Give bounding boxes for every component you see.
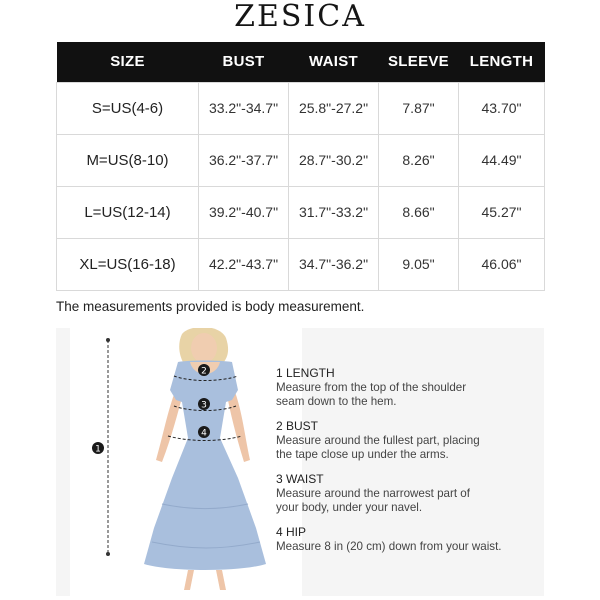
instruction-waist — [276, 472, 526, 515]
header-size: SIZE — [57, 42, 199, 82]
cell-bust: 42.2"-43.7" — [199, 238, 289, 290]
cell-size: XL=US(16-18) — [57, 238, 199, 290]
table-row — [57, 134, 545, 186]
cell-length: 46.06" — [459, 238, 545, 290]
instruction-text: Measure around the narrowest part of — [276, 487, 470, 500]
cell-waist: 28.7"-30.2" — [289, 134, 379, 186]
svg-text:3: 3 — [201, 400, 207, 411]
table-row — [57, 238, 545, 290]
model-photo — [70, 328, 302, 596]
svg-text:1: 1 — [95, 444, 101, 455]
brand-logo: ZESICA — [234, 0, 366, 34]
table-header-row — [57, 42, 545, 82]
table-row — [57, 82, 545, 134]
cell-waist: 31.7"-33.2" — [289, 186, 379, 238]
instruction-text: seam down to the hem. — [276, 395, 397, 408]
table-row — [57, 186, 545, 238]
measurement-instructions — [276, 366, 526, 564]
header-bust: BUST — [199, 42, 289, 82]
marker-1 — [92, 442, 104, 455]
cell-size: S=US(4-6) — [57, 82, 199, 134]
instruction-bust — [276, 419, 526, 462]
instruction-title: 1 LENGTH — [276, 366, 335, 380]
instruction-hip — [276, 525, 526, 554]
instruction-text: your body, under your navel. — [276, 501, 423, 514]
cell-bust: 39.2"-40.7" — [199, 186, 289, 238]
instruction-title: 2 BUST — [276, 419, 319, 433]
cell-sleeve: 7.87" — [379, 82, 459, 134]
instruction-text: Measure around the fullest part, placing — [276, 434, 480, 447]
instruction-text: the tape close up under the arms. — [276, 448, 449, 461]
size-chart-table — [56, 42, 545, 291]
cell-length: 45.27" — [459, 186, 545, 238]
instruction-title: 4 HIP — [276, 525, 307, 539]
cell-waist: 34.7"-36.2" — [289, 238, 379, 290]
header-length: LENGTH — [459, 42, 545, 82]
dress-illustration — [70, 328, 302, 596]
cell-waist: 25.8"-27.2" — [289, 82, 379, 134]
cell-bust: 33.2"-34.7" — [199, 82, 289, 134]
cell-length: 43.70" — [459, 82, 545, 134]
cell-bust: 36.2"-37.7" — [199, 134, 289, 186]
header-sleeve: SLEEVE — [379, 42, 459, 82]
cell-size: M=US(8-10) — [57, 134, 199, 186]
header-waist: WAIST — [289, 42, 379, 82]
cell-size: L=US(12-14) — [57, 186, 199, 238]
svg-text:2: 2 — [201, 366, 207, 377]
instruction-text: Measure from the top of the shoulder — [276, 381, 467, 394]
cell-sleeve: 9.05" — [379, 238, 459, 290]
cell-length: 44.49" — [459, 134, 545, 186]
measurement-guide — [56, 328, 544, 596]
instruction-length — [276, 366, 526, 409]
svg-text:4: 4 — [201, 428, 207, 439]
cell-sleeve: 8.66" — [379, 186, 459, 238]
instruction-text: Measure 8 in (20 cm) down from your waist. — [276, 540, 502, 553]
cell-sleeve: 8.26" — [379, 134, 459, 186]
instruction-title: 3 WAIST — [276, 472, 324, 486]
measurement-note: The measurements provided is body measurement. — [56, 299, 365, 314]
